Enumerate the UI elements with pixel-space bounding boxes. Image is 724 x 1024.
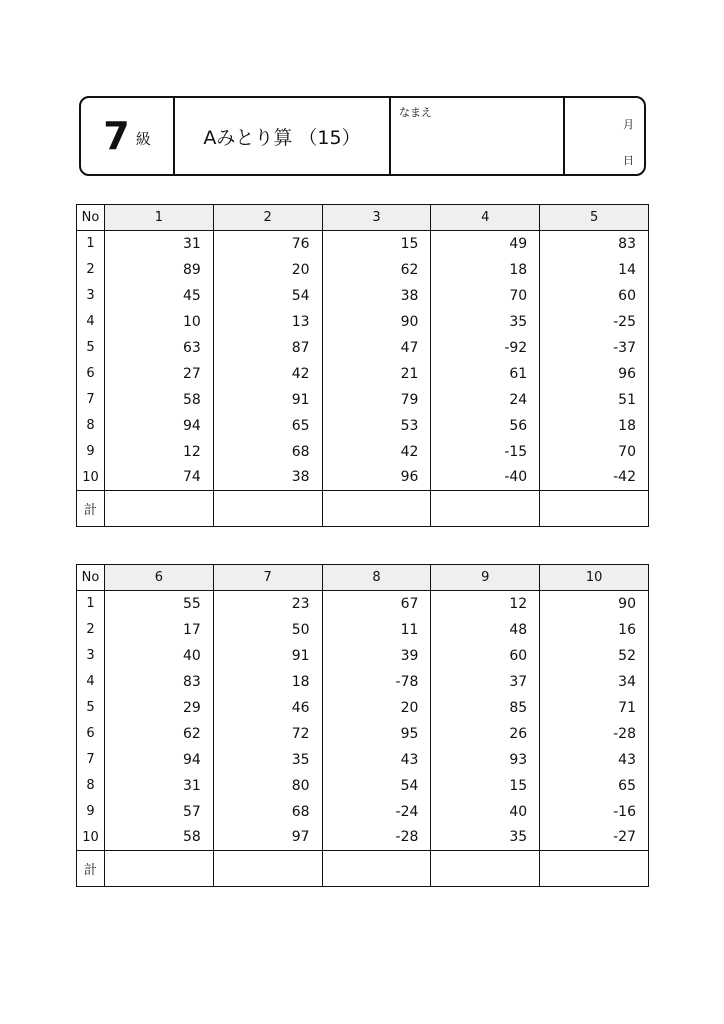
number-cell: 40 — [105, 643, 214, 669]
problem-column-header: 5 — [540, 205, 649, 231]
row-number: 1 — [77, 591, 105, 617]
number-cell: 65 — [540, 773, 649, 799]
table-row — [77, 335, 649, 361]
day-label: 日 — [623, 154, 634, 167]
number-cell: 10 — [105, 309, 214, 335]
table-row — [77, 721, 649, 747]
table-row — [77, 695, 649, 721]
number-cell: 31 — [105, 231, 214, 257]
number-cell: -92 — [431, 335, 540, 361]
problem-column-header: 10 — [540, 565, 649, 591]
number-cell: 35 — [431, 309, 540, 335]
table-row — [77, 617, 649, 643]
row-number: 10 — [77, 825, 105, 851]
row-number: 4 — [77, 669, 105, 695]
row-number: 3 — [77, 643, 105, 669]
row-number: 6 — [77, 721, 105, 747]
number-cell: 42 — [322, 439, 431, 465]
number-cell: 87 — [213, 335, 322, 361]
problem-column-header: 3 — [322, 205, 431, 231]
total-label: 計 — [77, 851, 105, 887]
table-row — [77, 257, 649, 283]
row-number: 6 — [77, 361, 105, 387]
answer-cell[interactable] — [105, 491, 214, 527]
answer-cell[interactable] — [213, 851, 322, 887]
row-number: 8 — [77, 773, 105, 799]
table-row — [77, 413, 649, 439]
number-cell: -37 — [540, 335, 649, 361]
problem-column-header: 7 — [213, 565, 322, 591]
number-cell: 12 — [431, 591, 540, 617]
number-cell: 14 — [540, 257, 649, 283]
number-cell: 43 — [322, 747, 431, 773]
number-cell: 68 — [213, 799, 322, 825]
number-cell: 13 — [213, 309, 322, 335]
number-cell: 65 — [213, 413, 322, 439]
total-row — [77, 491, 649, 527]
number-cell: -78 — [322, 669, 431, 695]
number-cell: 15 — [431, 773, 540, 799]
number-cell: 67 — [322, 591, 431, 617]
number-cell: -27 — [540, 825, 649, 851]
number-cell: 62 — [105, 721, 214, 747]
number-cell: 63 — [105, 335, 214, 361]
row-number: 7 — [77, 387, 105, 413]
number-cell: 20 — [213, 257, 322, 283]
number-cell: 26 — [431, 721, 540, 747]
number-cell: 97 — [213, 825, 322, 851]
row-number: 3 — [77, 283, 105, 309]
number-cell: 55 — [105, 591, 214, 617]
table-row — [77, 591, 649, 617]
worksheet-title-box — [175, 98, 391, 174]
number-cell: 56 — [431, 413, 540, 439]
number-cell: -42 — [540, 465, 649, 491]
problem-column-header: 1 — [105, 205, 214, 231]
number-cell: 21 — [322, 361, 431, 387]
number-cell: 20 — [322, 695, 431, 721]
answer-cell[interactable] — [540, 851, 649, 887]
number-cell: 39 — [322, 643, 431, 669]
number-cell: 17 — [105, 617, 214, 643]
answer-cell[interactable] — [431, 851, 540, 887]
number-cell: 15 — [322, 231, 431, 257]
number-cell: -28 — [540, 721, 649, 747]
row-number: 5 — [77, 335, 105, 361]
number-cell: 38 — [322, 283, 431, 309]
number-cell: 35 — [213, 747, 322, 773]
level-box — [81, 98, 175, 174]
number-cell: -25 — [540, 309, 649, 335]
row-number: 1 — [77, 231, 105, 257]
answer-cell[interactable] — [213, 491, 322, 527]
number-cell: 58 — [105, 825, 214, 851]
number-cell: 46 — [213, 695, 322, 721]
answer-cell[interactable] — [322, 851, 431, 887]
number-cell: 43 — [540, 747, 649, 773]
number-cell: 89 — [105, 257, 214, 283]
number-cell: 90 — [540, 591, 649, 617]
number-cell: 60 — [431, 643, 540, 669]
number-cell: 37 — [431, 669, 540, 695]
number-cell: 16 — [540, 617, 649, 643]
number-cell: 18 — [213, 669, 322, 695]
number-cell: -15 — [431, 439, 540, 465]
table-row — [77, 643, 649, 669]
number-cell: 42 — [213, 361, 322, 387]
name-label: なまえ — [399, 106, 432, 119]
number-cell: 96 — [540, 361, 649, 387]
total-label: 計 — [77, 491, 105, 527]
problem-column-header: 8 — [322, 565, 431, 591]
month-label: 月 — [623, 118, 634, 131]
number-cell: 52 — [540, 643, 649, 669]
number-cell: 11 — [322, 617, 431, 643]
worksheet-title: Aみとり算 （15） — [203, 126, 361, 149]
number-cell: 71 — [540, 695, 649, 721]
level-number: 7 — [103, 114, 130, 158]
number-cell: 68 — [213, 439, 322, 465]
number-cell: 91 — [213, 643, 322, 669]
table-row — [77, 799, 649, 825]
table-row — [77, 309, 649, 335]
problem-column-header: 4 — [431, 205, 540, 231]
table-row — [77, 439, 649, 465]
number-cell: 53 — [322, 413, 431, 439]
number-cell: 18 — [431, 257, 540, 283]
number-cell: 94 — [105, 747, 214, 773]
number-cell: 79 — [322, 387, 431, 413]
date-field[interactable] — [565, 98, 644, 174]
answer-cell[interactable] — [105, 851, 214, 887]
number-cell: 96 — [322, 465, 431, 491]
table-row — [77, 231, 649, 257]
number-cell: 47 — [322, 335, 431, 361]
number-cell: 40 — [431, 799, 540, 825]
table-row — [77, 773, 649, 799]
row-number: 9 — [77, 799, 105, 825]
number-cell: 18 — [540, 413, 649, 439]
number-cell: 61 — [431, 361, 540, 387]
problem-table-2 — [76, 564, 649, 887]
number-cell: 58 — [105, 387, 214, 413]
row-number: 7 — [77, 747, 105, 773]
row-number: 9 — [77, 439, 105, 465]
number-cell: 31 — [105, 773, 214, 799]
table-row — [77, 825, 649, 851]
answer-cell[interactable] — [431, 491, 540, 527]
table-row — [77, 669, 649, 695]
number-cell: 70 — [540, 439, 649, 465]
no-header: No — [77, 565, 105, 591]
number-cell: 76 — [213, 231, 322, 257]
problem-column-header: 6 — [105, 565, 214, 591]
number-cell: 74 — [105, 465, 214, 491]
row-number: 2 — [77, 617, 105, 643]
number-cell: 23 — [213, 591, 322, 617]
no-header: No — [77, 205, 105, 231]
number-cell: 60 — [540, 283, 649, 309]
table-row — [77, 361, 649, 387]
row-number: 2 — [77, 257, 105, 283]
number-cell: 70 — [431, 283, 540, 309]
number-cell: 35 — [431, 825, 540, 851]
number-cell: 45 — [105, 283, 214, 309]
total-row — [77, 851, 649, 887]
number-cell: 34 — [540, 669, 649, 695]
table-row — [77, 465, 649, 491]
number-cell: 94 — [105, 413, 214, 439]
table-row — [77, 283, 649, 309]
number-cell: 12 — [105, 439, 214, 465]
number-cell: 83 — [540, 231, 649, 257]
problem-column-header: 9 — [431, 565, 540, 591]
number-cell: 85 — [431, 695, 540, 721]
number-cell: 49 — [431, 231, 540, 257]
number-cell: 80 — [213, 773, 322, 799]
number-cell: 91 — [213, 387, 322, 413]
number-cell: 24 — [431, 387, 540, 413]
number-cell: 27 — [105, 361, 214, 387]
number-cell: 83 — [105, 669, 214, 695]
number-cell: 29 — [105, 695, 214, 721]
number-cell: 72 — [213, 721, 322, 747]
table-row — [77, 747, 649, 773]
number-cell: -16 — [540, 799, 649, 825]
number-cell: 90 — [322, 309, 431, 335]
number-cell: 48 — [431, 617, 540, 643]
number-cell: 57 — [105, 799, 214, 825]
row-number: 5 — [77, 695, 105, 721]
number-cell: 38 — [213, 465, 322, 491]
number-cell: -28 — [322, 825, 431, 851]
level-unit: 級 — [135, 129, 151, 148]
answer-cell[interactable] — [322, 491, 431, 527]
problem-table-1 — [76, 204, 649, 527]
number-cell: 54 — [213, 283, 322, 309]
answer-cell[interactable] — [540, 491, 649, 527]
number-cell: 51 — [540, 387, 649, 413]
number-cell: -24 — [322, 799, 431, 825]
name-field[interactable] — [391, 98, 565, 174]
table-row — [77, 387, 649, 413]
number-cell: 95 — [322, 721, 431, 747]
row-number: 8 — [77, 413, 105, 439]
number-cell: 50 — [213, 617, 322, 643]
number-cell: 54 — [322, 773, 431, 799]
row-number: 10 — [77, 465, 105, 491]
number-cell: 62 — [322, 257, 431, 283]
problem-column-header: 2 — [213, 205, 322, 231]
number-cell: 93 — [431, 747, 540, 773]
worksheet-header — [79, 96, 646, 176]
row-number: 4 — [77, 309, 105, 335]
number-cell: -40 — [431, 465, 540, 491]
